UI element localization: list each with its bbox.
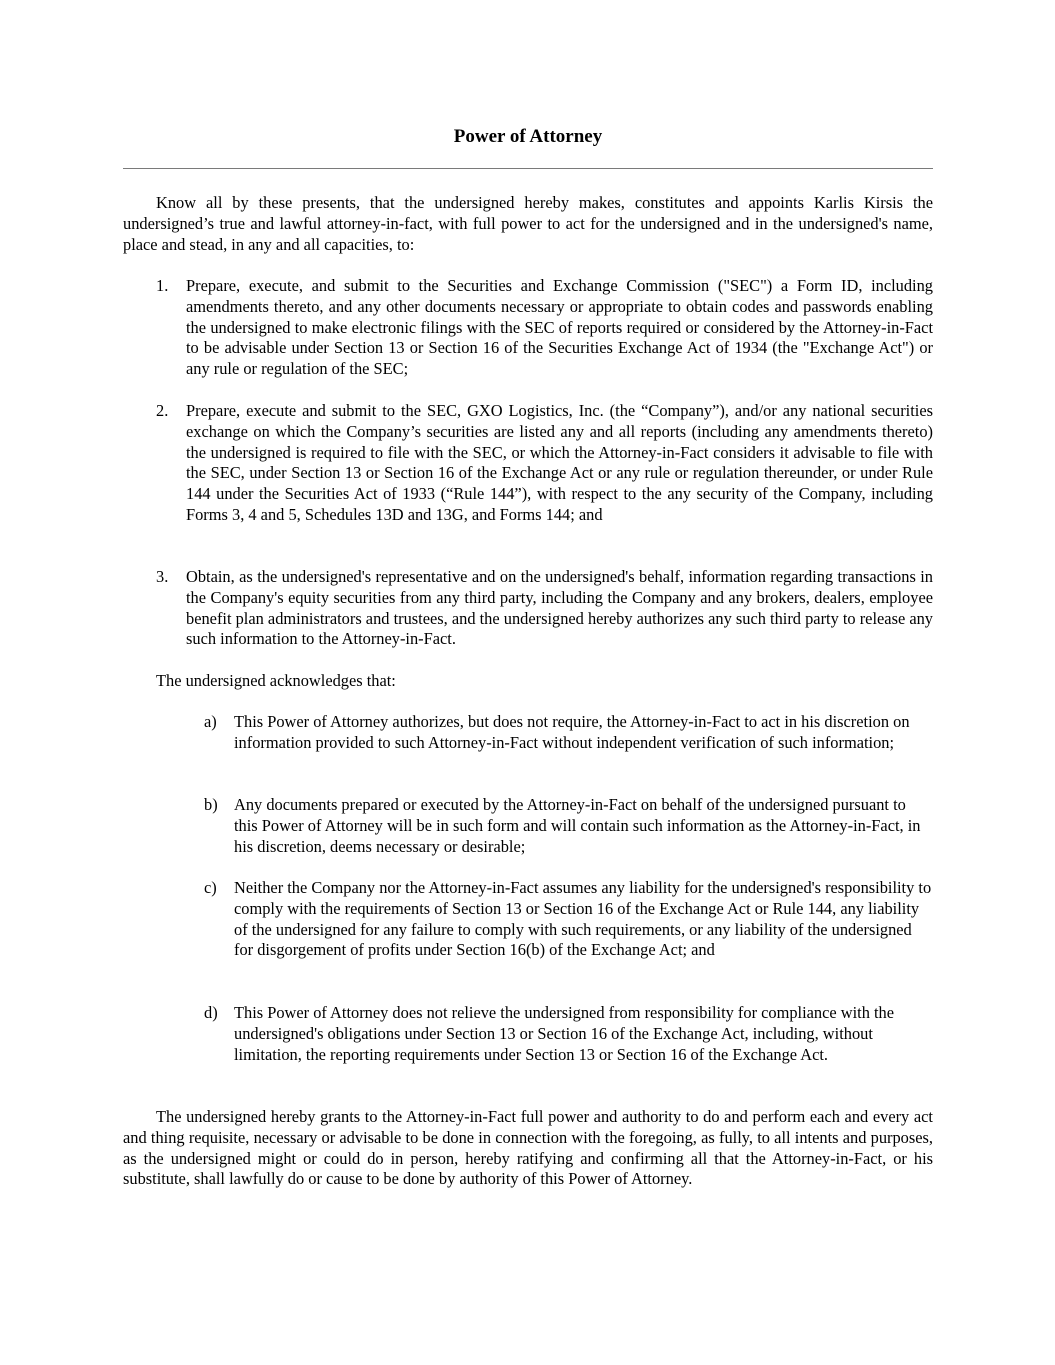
list-item-text: Obtain, as the undersigned's representative and on the undersigned's behalf, information regarding transactions in the Company's equity securities from any third party, including the Company and any brokers, dealers, employee benefit plan administrators and trustees, and the undersigned hereby authorizes any such third party to release any such information to the Attorney-in-Fact. bbox=[186, 567, 933, 649]
list-marker: 2. bbox=[156, 401, 169, 420]
acknowledgement-item-c bbox=[204, 878, 933, 961]
list-item-text: This Power of Attorney does not relieve the undersigned from responsibility for compliance with the undersigned's obligations under Section 13 or Section 16 of the Exchange Act, including, without limitation, the reporting requirements under Section 13 or Section 16 of the Exchange Act. bbox=[234, 1003, 895, 1064]
power-item-2 bbox=[156, 401, 933, 526]
list-marker: c) bbox=[204, 878, 217, 897]
list-item-text: Neither the Company nor the Attorney-in-Fact assumes any liability for the undersigned's responsibility to comply with the requirements of Section 13 or Section 16 of the Exchange Act or Rule 144, any liability of the undersigned for any failure to comply with such requirements, or any liability of the undersigned for disgorgement of profits under Section 16(b) of the Exchange Act; and bbox=[234, 878, 932, 960]
list-marker: 3. bbox=[156, 567, 169, 586]
list-marker: d) bbox=[204, 1003, 218, 1022]
document-title: Power of Attorney bbox=[453, 126, 603, 147]
list-marker: 1. bbox=[156, 276, 169, 295]
title-divider bbox=[123, 168, 933, 169]
acknowledgement-item-d bbox=[204, 1003, 933, 1065]
acknowledges-lead: The undersigned acknowledges that: bbox=[156, 671, 396, 690]
power-item-1 bbox=[156, 276, 933, 380]
acknowledgement-item-a bbox=[204, 712, 933, 754]
list-marker: b) bbox=[204, 795, 218, 814]
acknowledgement-item-b bbox=[204, 795, 933, 857]
power-item-3 bbox=[156, 567, 933, 650]
list-item-text: This Power of Attorney authorizes, but does not require, the Attorney-in-Fact to act in his discretion on information provided to such Attorney-in-Fact without independent verification of such information; bbox=[234, 712, 910, 752]
intro-paragraph: Know all by these presents, that the undersigned hereby makes, constitutes and appoints Karlis Kirsis the undersigned’s true and lawful attorney-in-fact, with full power to act for the undersigned and in the undersigned's name, place and stead, in any and all capacities, to: bbox=[123, 193, 933, 254]
list-item-text: Prepare, execute, and submit to the Securities and Exchange Commission ("SEC") a Form ID, including amendments thereto, and any other documents necessary or appropriate to obtain codes and passwords enabling the undersigned to make electronic filings with the SEC of reports required or considered by the Attorney-in-Fact to be advisable under Section 13 or Section 16 of the Securities Exchange Act of 1934 (the "Exchange Act") or any rule or regulation of the SEC; bbox=[186, 276, 933, 379]
list-marker: a) bbox=[204, 712, 217, 731]
list-item-text: Prepare, execute and submit to the SEC, GXO Logistics, Inc. (the “Company”), and/or any national securities exchange on which the Company’s securities are listed any and all reports (including any amendments thereto) the undersigned is required to file with the SEC, or which the Attorney-in-Fact considers it advisable to file with the SEC, under Section 13 or Section 16 of the Exchange Act or any rule or regulation thereunder, or under Rule 144 under the Securities Act of 1933 (“Rule 144”), with respect to the any security of the Company, including Forms 3, 4 and 5, Schedules 13D and 13G, and Forms 144; and bbox=[186, 401, 933, 524]
closing-paragraph: The undersigned hereby grants to the Attorney-in-Fact full power and authority to do and perform each and every act and thing requisite, necessary or advisable to be done in connection with the foregoing, as fully, to all intents and purposes, as the undersigned might or could do in person, hereby ratifying and confirming all that the Attorney-in-Fact, or his substitute, shall lawfully do or cause to be done by authority of this Power of Attorney. bbox=[123, 1107, 933, 1189]
list-item-text: Any documents prepared or executed by the Attorney-in-Fact on behalf of the undersigned pursuant to this Power of Attorney will be in such form and will contain such information as the Attorney-in-Fact, in his discretion, deems necessary or desirable; bbox=[234, 795, 921, 856]
